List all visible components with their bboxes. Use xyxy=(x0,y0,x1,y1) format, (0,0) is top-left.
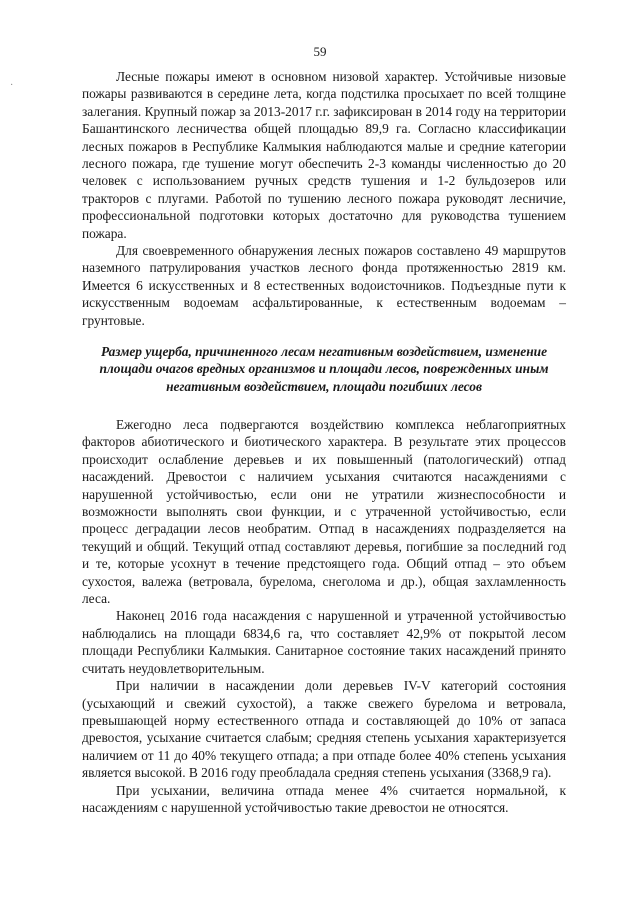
paragraph-normal-dieback: При усыхании, величина отпада менее 4% считается нормальной, к насаждениям с нарушенной устойчивостью такие древостои не относятся. xyxy=(82,782,566,815)
paragraph-drying-degrees: При наличии в насаждении доли деревьев IV-V категорий состояния (усыхающий и свежий сухостой), а также свежего бурелома и ветровала, превышающей норму естественного отпада и составляющей до 10% от запаса древостоя, усыхание считается слабым; средняя степень усыхания характеризуется наличием от 11 до 40% текущего отпада; а при отпаде более 40% степень усыхания является высокой. В 2016 году преобладала средняя степень усыхания (3368,9 га). xyxy=(82,678,566,781)
paragraph-unfavorable-factors: Ежегодно леса подвергаются воздействию комплекса неблагоприятных факторов абиотического и биотического характера. В результате этих процессов происходит ослабление деревьев и их повышенный (патологический) отпад насаждений. Древостои с наличием усыхания считаются насаждениями с нарушенной устойчивостью, если они не утратили жизнеспособности и возможности выполнять свои функции, и с утраченной устойчивостью, если процесс деградации лесов необратим. Отпад в насаждениях подразделяется на текущий и общий. Текущий отпад составляют деревья, погибшие за последний год и те, которые усохнут в течение предстоящего года. Общий отпад – это объем сухостоя, валежа (ветровала, бурелома, снеголома и др.), общая захламленность леса. xyxy=(82,417,566,607)
section-damage xyxy=(82,416,566,816)
margin-mark: · xyxy=(10,80,14,91)
page-number: 59 xyxy=(313,44,327,59)
paragraph-forest-fires: Лесные пожары имеют в основном низовой характер. Устойчивые низовые пожары развиваются в середине лета, когда подстилка просыхает по всей толщине залегания. Крупный пожар за 2013-2017 г.г. зафиксирован в 2014 году на территории Башантинского лесничества общей площадью 89,9 га. Согласно классификации лесных пожаров в Республике Калмыкия наблюдаются малые и средние категории лесного пожара, где тушение могут обеспечить 2-3 команды численностью до 20 человек с использованием ручных средств тушения и 1-2 бульдозеров или тракторов с плугами. Работой по тушению лесного пожара руководят лесничие, профессиональной подготовки которых достаточно для руководства тушением пожара. xyxy=(82,69,566,241)
paragraph-disturbed-stands: Наконец 2016 года насаждения с нарушенной и утраченной устойчивостью наблюдались на площади 6834,6 га, что составляет 42,9% от покрытой лесом площади Республики Калмыкия. Санитарное состояние таких насаждений принято считать неудовлетворительным. xyxy=(82,608,566,676)
section-fires xyxy=(82,68,566,329)
paragraph-fire-detection: Для своевременного обнаружения лесных пожаров составлено 49 маршрутов наземного патрулирования участков лесного фонда протяженностью 2819 км. Имеется 6 искусственных и 8 естественных водоисточников. Подъездные пути к искусственным водоемам асфальтированные, к естественным водоемам – грунтовые. xyxy=(82,243,566,328)
section-heading: Размер ущерба, причиненного лесам негативным воздействием, изменение площади очагов вредных организмов и площади лесов, поврежденных иным негативным воздействием, площади погибших лесов xyxy=(99,344,549,394)
